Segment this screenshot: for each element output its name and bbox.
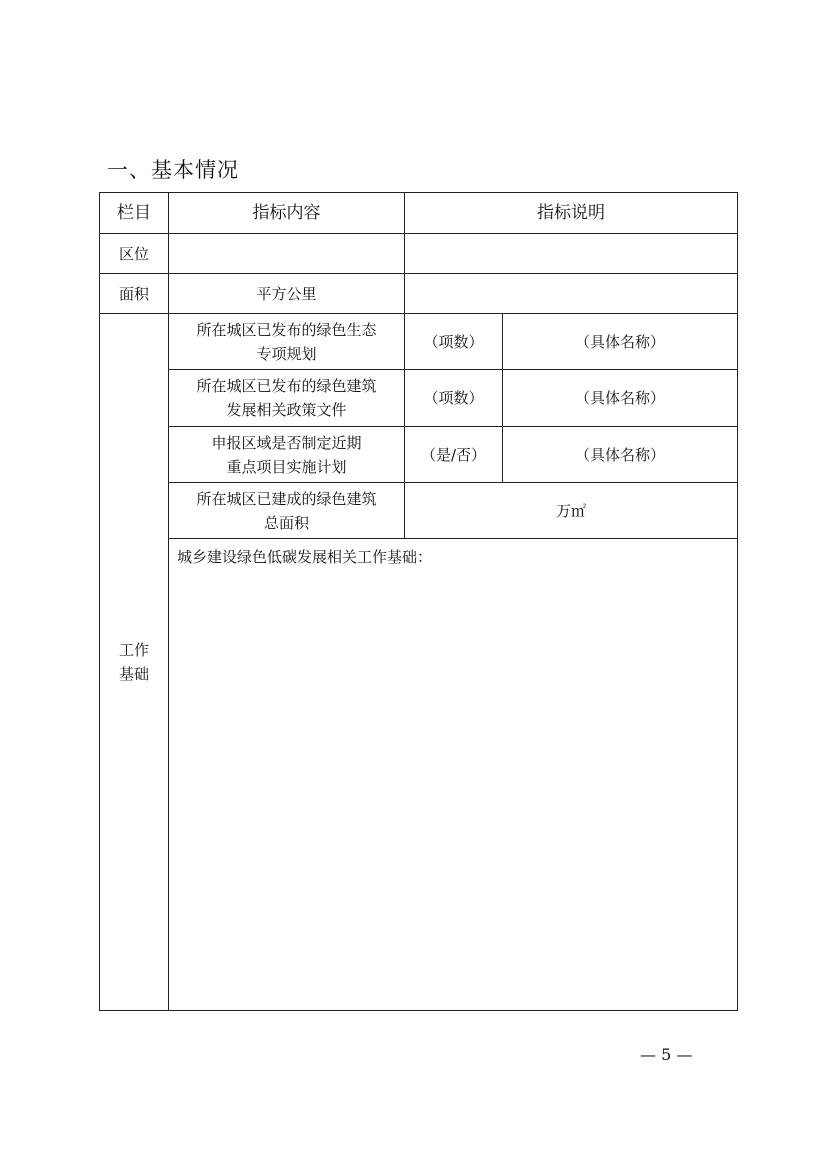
planning-count-cell[interactable]: （项数） xyxy=(405,314,503,370)
plan-indicator-line1: 申报区域是否制定近期 xyxy=(211,433,362,452)
work-basis-description-cell[interactable] xyxy=(169,539,738,1011)
planning-indicator-line1: 所在城区已发布的绿色生态 xyxy=(196,320,377,339)
plan-name-cell[interactable]: （具体名称） xyxy=(503,427,738,483)
policy-indicator-line1: 所在城区已发布的绿色建筑 xyxy=(196,377,377,395)
policy-indicator xyxy=(169,370,405,427)
area-explanation-cell[interactable] xyxy=(405,274,738,314)
area-row xyxy=(100,274,738,314)
district-row xyxy=(100,234,738,274)
area-label: 面积 xyxy=(100,274,169,314)
district-label: 区位 xyxy=(100,234,169,274)
planning-indicator xyxy=(169,314,405,370)
work-basis-label xyxy=(100,314,169,1011)
built-area-indicator xyxy=(169,483,405,539)
plan-yes-no-cell[interactable]: （是/否） xyxy=(405,427,503,483)
work-basis-row-planning xyxy=(100,314,738,370)
area-unit[interactable]: 平方公里 xyxy=(169,274,405,314)
work-basis-row-plan xyxy=(100,427,738,483)
district-content-cell[interactable] xyxy=(169,234,405,274)
planning-indicator-line2: 专项规划 xyxy=(256,344,317,363)
built-area-unit-cell[interactable]: 万㎡ xyxy=(405,483,738,539)
basic-info-table xyxy=(99,192,738,1011)
plan-indicator-line2: 重点项目实施计划 xyxy=(226,457,347,476)
work-basis-row-built-area xyxy=(100,483,738,539)
work-basis-label-line1: 工作 xyxy=(118,641,149,659)
policy-name-cell[interactable]: （具体名称） xyxy=(503,370,738,427)
district-explanation-cell[interactable] xyxy=(405,234,738,274)
built-area-indicator-line1: 所在城区已建成的绿色建筑 xyxy=(196,489,377,508)
work-basis-description-label: 城乡建设绿色低碳发展相关工作基础： xyxy=(177,548,433,566)
work-basis-label-line2: 基础 xyxy=(118,665,149,683)
policy-indicator-line2: 发展相关政策文件 xyxy=(226,401,347,419)
header-explanation: 指标说明 xyxy=(405,193,738,234)
section-title: 一、基本情况 xyxy=(107,158,239,182)
work-basis-row-policy xyxy=(100,370,738,427)
plan-indicator xyxy=(169,427,405,483)
planning-name-cell[interactable]: （具体名称） xyxy=(503,314,738,370)
policy-count-cell[interactable]: （项数） xyxy=(405,370,503,427)
work-basis-row-description xyxy=(100,539,738,1011)
page-number: — 5 — xyxy=(640,1045,693,1064)
header-content: 指标内容 xyxy=(169,193,405,234)
header-row xyxy=(100,193,738,234)
header-column: 栏目 xyxy=(100,193,169,234)
built-area-indicator-line2: 总面积 xyxy=(263,513,309,532)
